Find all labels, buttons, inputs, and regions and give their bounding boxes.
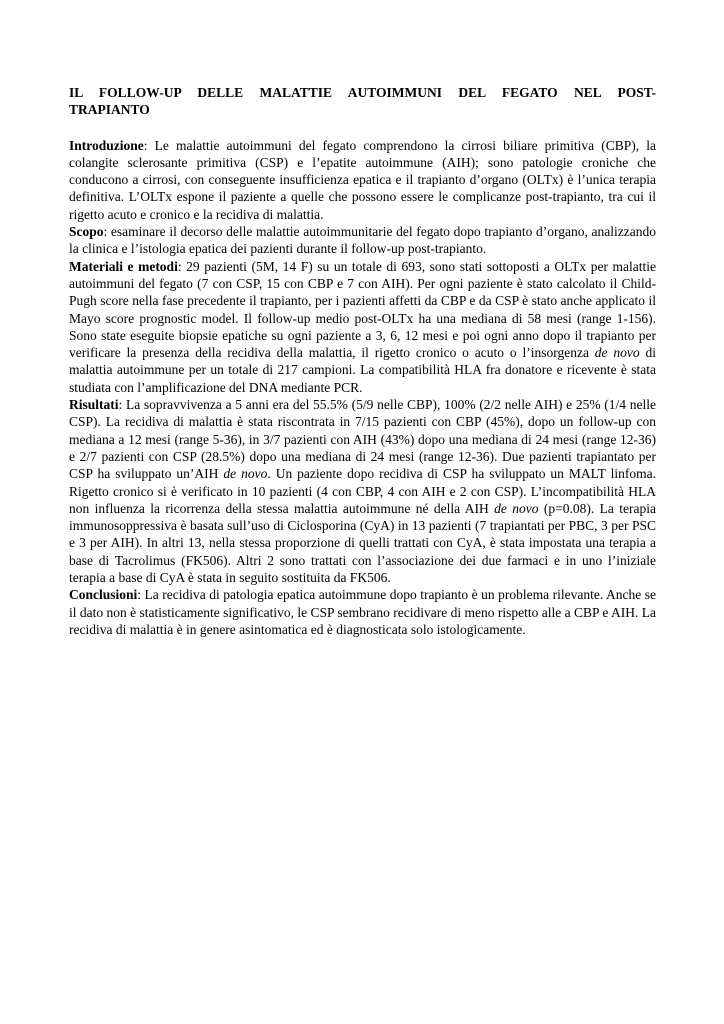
section-heading: Scopo [69, 224, 104, 240]
section-text: . Un paziente dopo recidiva di CSP ha sviluppato un MALT linfoma. Rigetto cronico si è verificato in 10 pazienti (4 con CBP, 4 con AIH e 2 con CSP). L’incompatibilità HLA non influenza la ricorrenza della stessa malattia autoimmune né della AIH [69, 466, 657, 516]
section-text: : 29 pazienti (5M, 14 F) su un totale di 693, sono stati sottoposti a OLTx per malattie autoimmuni del fegato (7 con CSP, 15 con CBP e 7 con AIH). Per ogni paziente è stato calcolato il Child-Pugh score nella fase precedente il trapianto, per i pazienti affetti da CBP e da CSP è stato anche applicato il Mayo score prognostic model. Il follow-up medio post-OLTx ha una mediana di 58 mesi (range 1-156). Sono state eseguite biopsie epatiche su ogni paziente a 3, 6, 12 mesi e poi ogni anno dopo il trapianto per verificare la presenza della recidiva della malattia, il rigetto cronico o acuto o l’insorgenza [69, 258, 656, 361]
section-heading: Risultati [69, 397, 119, 413]
section-heading: Conclusioni [69, 587, 138, 603]
section-materiali-e-metodi [69, 258, 656, 396]
section-text: : La sopravvivenza a 5 anni era del 55.5% (5/9 nelle CBP), 100% (2/2 nelle AIH) e 25% (1/4 nelle CSP). La recidiva di malattia è stata riscontrata in 7/15 pazienti con CBP (45%), dopo un follow-up con mediana a 12 mesi (range 5-36), in 3/7 pazienti con AIH (43%) dopo una mediana di 24 mesi (range 12-36) e 2/7 pazienti con CSP (28.5%) dopo una mediana di 24 mesi (range 12-36). Due pazienti trapiantato per CSP ha sviluppato un’AIH [69, 397, 656, 482]
section-text: : esaminare il decorso delle malattie autoimmunitarie del fegato dopo trapianto d’organo, analizzando la clinica e l’istologia epatica dei pazienti durante il follow-up post-trapianto. [69, 224, 656, 257]
italic-term: de novo [223, 466, 268, 482]
italic-term: de novo [494, 500, 539, 516]
section-heading: Materiali e metodi [69, 258, 178, 274]
section-heading: Introduzione [69, 137, 144, 153]
section-risultati [69, 396, 656, 586]
section-conclusioni [69, 586, 656, 638]
section-text: : La recidiva di patologia epatica autoimmune dopo trapianto è un problema rilevante. Anche se il dato non è statisticamente significativo, le CSP sembrano recidivare di meno rispetto alle a CBP e AIH. La recidiva di malattia è in genere asintomatica ed è diagnosticata solo istologicamente. [69, 587, 656, 637]
italic-term: de novo [594, 345, 640, 361]
section-text: di malattia autoimmune per un totale di 217 campioni. La compatibilità HLA fra donatore e ricevente è stata studiata con l’amplificazione del DNA mediante PCR. [69, 345, 656, 395]
document-page [69, 84, 656, 638]
section-text: (p=0.08). La terapia immunosoppressiva è basata sull’uso di Ciclosporina (CyA) in 13 pazienti (7 trapiantati per PBC, 3 per PSC e 3 per AIH). In altri 13, nella stessa proporzione di quelli trattati con CyA, è stata impostata una terapia a base di Tacrolimus (FK506). Altri 2 sono trattati con l’associazione dei due farmaci e in uno l’iniziale terapia a base di CyA è stata in seguito sostituita da FK506. [69, 500, 656, 586]
document-title: IL FOLLOW-UP DELLE MALATTIE AUTOIMMUNI DEL FEGATO NEL POST-TRAPIANTO [69, 85, 656, 118]
section-text: : Le malattie autoimmuni del fegato comprendono la cirrosi biliare primitiva (CBP), la colangite sclerosante primitiva (CSP) e l’epatite autoimmune (AIH); sono patologie croniche che conducono a cirrosi, con conseguente insufficienza epatica e il trapianto d’organo (OLTx) è l’unica terapia definitiva. L’OLTx espone il paziente a quelle che possono essere le complicanze post-trapianto, tra cui il rigetto acuto e cronico e la recidiva di malattia. [69, 137, 656, 222]
section-introduzione [69, 137, 656, 223]
section-scopo [69, 223, 656, 258]
